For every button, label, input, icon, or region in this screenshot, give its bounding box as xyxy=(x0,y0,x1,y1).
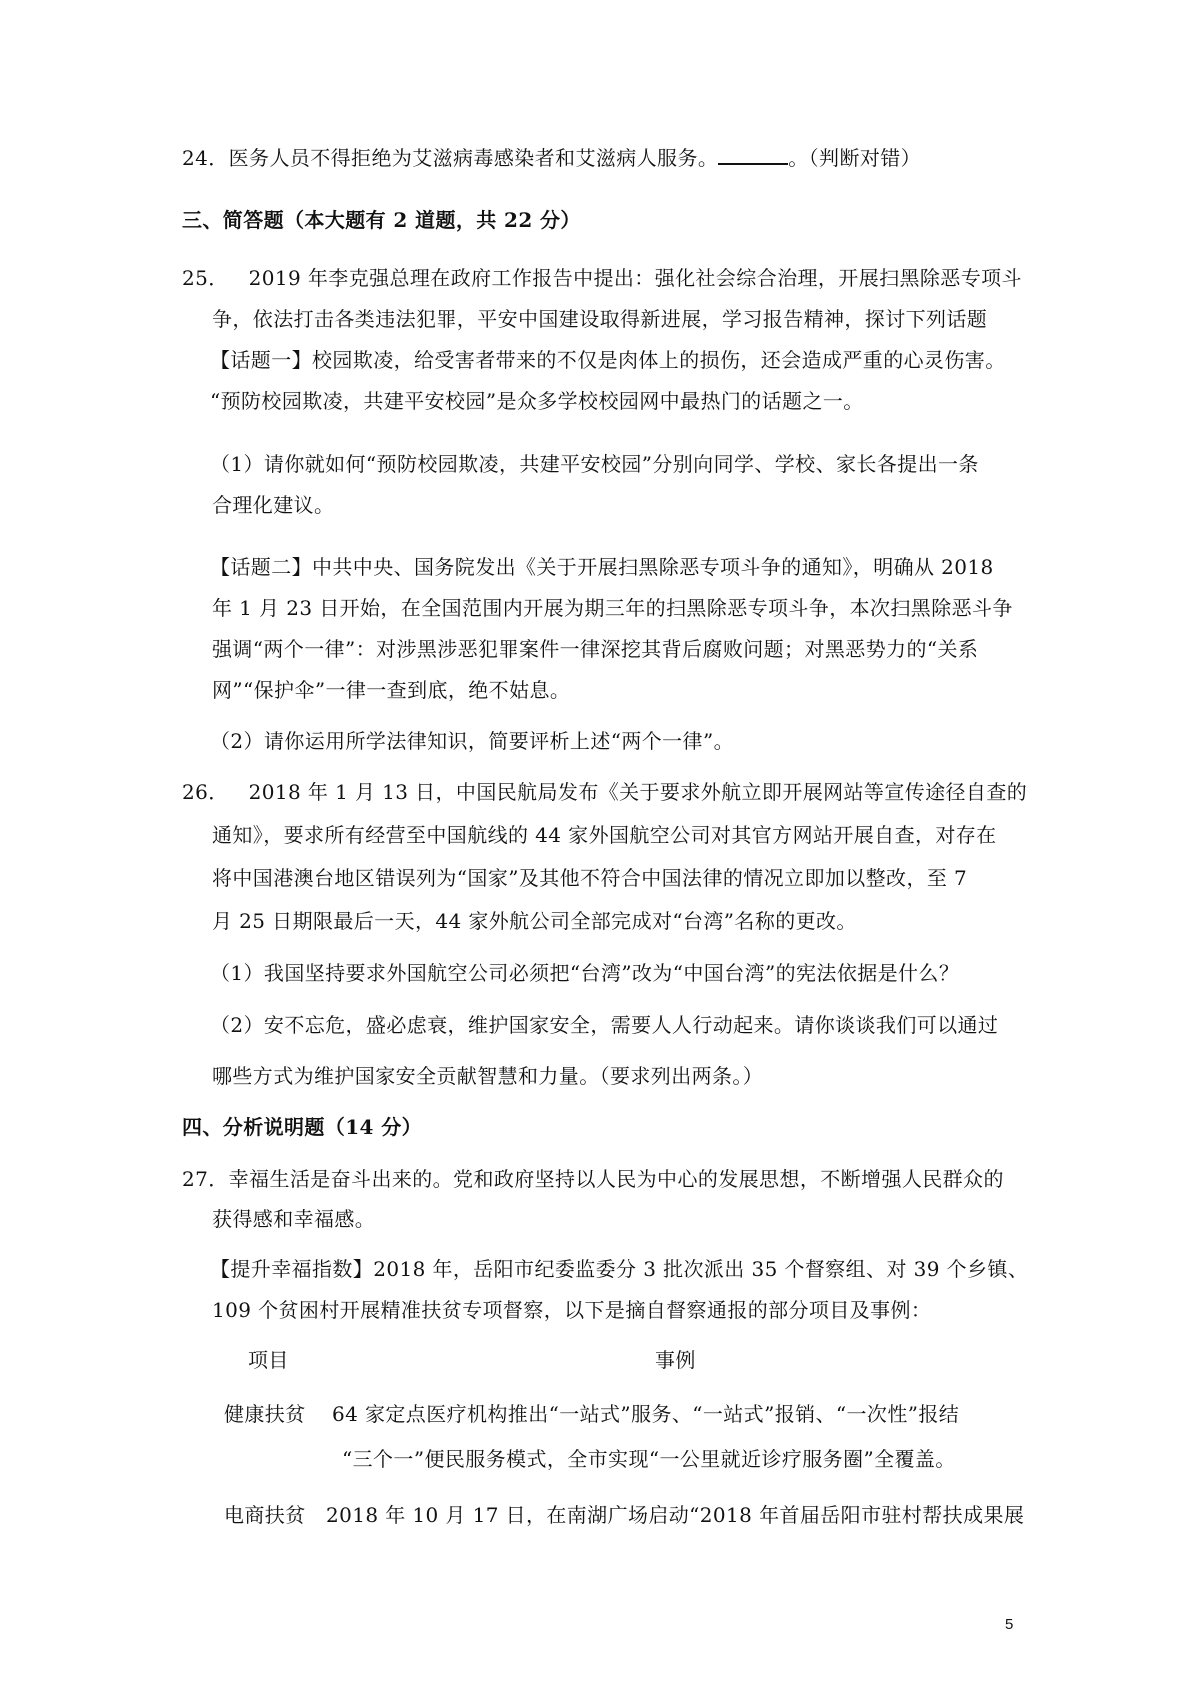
section-4-heading: 四、分析说明题（14 分） xyxy=(182,1115,422,1139)
topic-2-line-1: 【话题二】中共中央、国务院发出《关于开展扫黑除恶专项斗争的通知》，明确从 2018 xyxy=(210,555,994,579)
question-26-number: 26． xyxy=(182,780,229,804)
q25-sub-question-2: （2）请你运用所学法律知识，简要评析上述“两个一律”。 xyxy=(210,729,734,753)
question-24-text: 24．医务人员不得拒绝为艾滋病毒感染者和艾滋病人服务。 xyxy=(182,146,719,170)
topic-2-line-2: 年 1 月 23 日开始，在全国范围内开展为期三年的扫黑除恶专项斗争，本次扫黑除恶斗争 xyxy=(212,596,1013,620)
page-number: 5 xyxy=(1005,1616,1014,1633)
table-header-case: 事例 xyxy=(655,1348,696,1372)
question-25-number: 25． xyxy=(182,266,229,290)
question-26-line-1 xyxy=(182,778,1027,806)
question-26-line-4: 月 25 日期限最后一天，44 家外航公司全部完成对“台湾”名称的更改。 xyxy=(212,909,857,933)
table-row-2-case-line-1: 2018 年 10 月 17 日，在南湖广场启动“2018 年首届岳阳市驻村帮扶成果展 xyxy=(326,1503,1025,1527)
section-3-heading: 三、简答题（本大题有 2 道题，共 22 分） xyxy=(182,208,581,232)
topic-1-line-1: 【话题一】校园欺凌，给受害者带来的不仅是肉体上的损伤，还会造成严重的心灵伤害。 xyxy=(210,348,1006,372)
table-row-1-case-line-1: 64 家定点医疗机构推出“一站式”服务、“一站式”报销、“一次性”报结 xyxy=(332,1402,960,1426)
q25-sub-question-1-line-1: （1）请你就如何“预防校园欺凌，共建平安校园”分别向同学、学校、家长各提出一条 xyxy=(210,452,979,476)
question-25-text: 2019 年李克强总理在政府工作报告中提出：强化社会综合治理，开展扫黑除恶专项斗 xyxy=(248,266,1022,290)
q26-sub-question-1: （1）我国坚持要求外国航空公司必须把“台湾”改为“中国台湾”的宪法依据是什么？ xyxy=(210,961,960,985)
question-26-text: 2018 年 1 月 13 日，中国民航局发布《关于要求外航立即开展网站等宣传途径自查的 xyxy=(248,780,1028,804)
question-25-line-2: 争，依法打击各类违法犯罪，平安中国建设取得新进展，学习报告精神，探讨下列话题 xyxy=(212,307,988,331)
table-row-1-item: 健康扶贫 xyxy=(224,1402,306,1426)
question-27-line-2: 获得感和幸福感。 xyxy=(212,1207,376,1231)
answer-blank xyxy=(718,145,788,165)
question-26-line-3: 将中国港澳台地区错误列为“国家”及其他不符合中国法律的情况立即加以整改，至 7 xyxy=(212,866,968,890)
q25-sub-question-1-line-2: 合理化建议。 xyxy=(212,493,335,517)
question-24 xyxy=(182,144,921,172)
table-row-1-case-line-2: “三个一”便民服务模式，全市实现“一公里就近诊疗服务圈”全覆盖。 xyxy=(342,1447,956,1471)
topic-1-line-2: “预防校园欺凌，共建平安校园”是众多学校校园网中最热门的话题之一。 xyxy=(210,389,864,413)
table-row-2-item: 电商扶贫 xyxy=(224,1503,306,1527)
question-27-intro-line-2: 109 个贫困村开展精准扶贫专项督察，以下是摘自督察通报的部分项目及事例： xyxy=(212,1298,932,1322)
topic-2-line-4: 网”“保护伞”一律一查到底，绝不姑息。 xyxy=(212,678,571,702)
question-26-line-2: 通知》，要求所有经营至中国航线的 44 家外国航空公司对其官方网站开展自查，对存在 xyxy=(212,823,997,847)
question-24-suffix: 。（判断对错） xyxy=(788,146,922,170)
question-27-intro-line-1: 【提升幸福指数】2018 年，岳阳市纪委监委分 3 批次派出 35 个督察组、对 39 个乡镇、 xyxy=(210,1257,1029,1281)
question-25-line-1 xyxy=(182,264,1022,292)
topic-2-line-3: 强调“两个一律”：对涉黑涉恶犯罪案件一律深挖其背后腐败问题；对黑恶势力的“关系 xyxy=(212,637,979,661)
table-header-item: 项目 xyxy=(248,1348,289,1372)
question-27-line-1: 27．幸福生活是奋斗出来的。党和政府坚持以人民为中心的发展思想，不断增强人民群众的 xyxy=(182,1167,1004,1191)
q26-sub-question-2-line-1: （2）安不忘危，盛必虑衰，维护国家安全，需要人人行动起来。请你谈谈我们可以通过 xyxy=(210,1013,999,1037)
q26-sub-question-2-line-2: 哪些方式为维护国家安全贡献智慧和力量。（要求列出两条。） xyxy=(212,1064,764,1088)
